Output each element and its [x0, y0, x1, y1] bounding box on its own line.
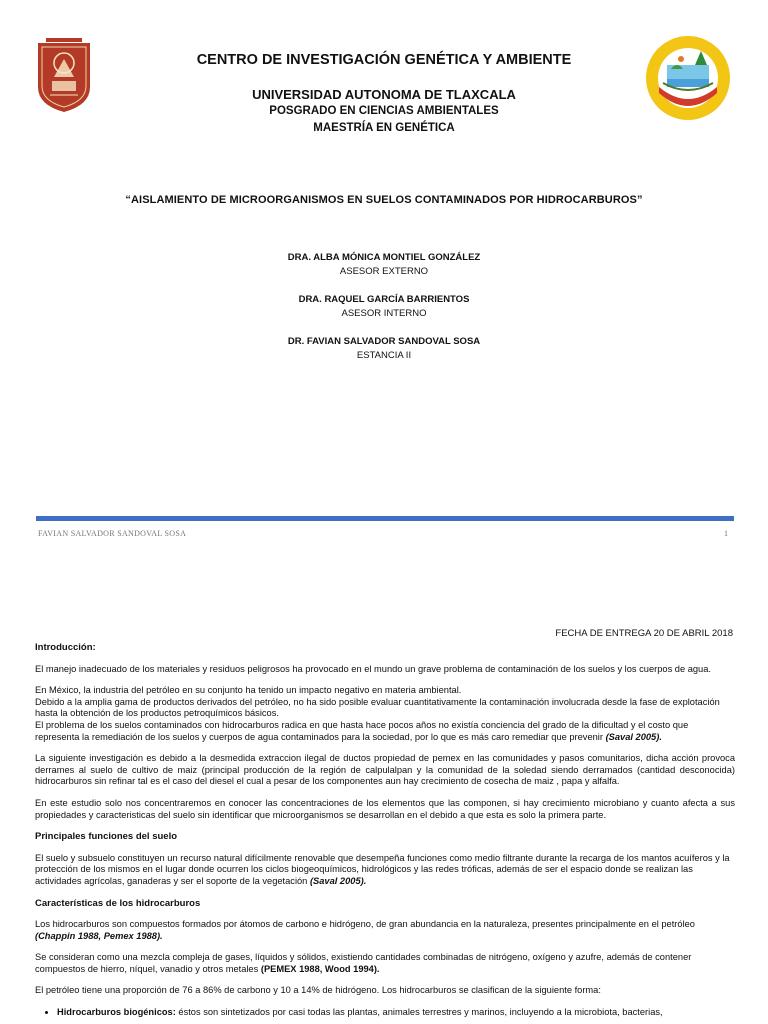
- citation-pemex: (PEMEX 1988, Wood 1994).: [260, 963, 380, 974]
- paragraph-5: El suelo y subsuelo constituyen un recurso natural difícilmente renovable que desempeña funciones como medio filtrante durante la recarga de los mantos acuíferos y la protección de los mismos en el lugar donde ocurren los ciclos biogeoquímicos, hidrológicos y las redes tróficas, además de ser el espacio donde se realizan las actividades agrícolas, ganaderas y ser el soporte de la vegetación: [35, 852, 730, 886]
- paragraph-2c: El problema de los suelos contaminados con hidrocarburos radica en que hasta hace pocos años no existía conciencia del grado de la dificultad y el costo que representa la remediación de los suelos y cuerpos de agua contaminados para la sociedad, por lo que es más caro remediar que prevenir: [35, 719, 689, 742]
- paragraph-3: La siguiente investigación es debido a la desmedida extraccion ilegal de ductos propiedad de pemex en las comunidades y pasos comunitarios, dicha acción provoca derrames al suelo de cultivo de maiz (principal producción de la región de calpulalpan y la comunidad de la soledad siendo derramados (cantidad desconocida) hidrocarburos sin refinar tal es el caso del diesel el cual a pesar de los componentes aun hay crecimiento de cosecha de maiz , papa y alfalfa.: [35, 753, 735, 787]
- advisor-internal-role: ASESOR INTERNO: [341, 308, 427, 319]
- advisor-external-name: DRA. ALBA MÓNICA MONTIEL GONZÁLEZ: [287, 252, 481, 263]
- bullet-label: Hidrocarburos biogénicos:: [57, 1007, 176, 1018]
- paragraph-2a: En México, la industria del petróleo en su conjunto ha tenido un impacto negativo en materia ambiental.: [35, 685, 462, 696]
- advisor-internal-name: DRA. RAQUEL GARCÍA BARRIENTOS: [298, 294, 470, 305]
- citation-chappin: (Chappin 1988, Pemex 1988).: [35, 930, 163, 941]
- advisor-external-role: ASESOR EXTERNO: [339, 266, 429, 277]
- classification-list: [35, 1007, 735, 1019]
- paragraph-4: En este estudio solo nos concentraremos en conocer las concentraciones de los elementos que las componen, si hay crecimiento microbiano y cuanto afecta a sus propiedades y caracteristicas del suelo sin identificar que microorganismos se desarrollan en el debido a que esta es solo la primera parte.: [35, 797, 735, 820]
- paragraph-8: El petróleo tiene una proporción de 76 a 86% de carbono y 10 a 14% de hidrógeno. Los hidrocarburos se clasifican de la siguiente forma:: [35, 985, 601, 996]
- heading-hydrocarbon-characteristics: Características de los hidrocarburos: [35, 897, 201, 909]
- thesis-title: “AISLAMIENTO DE MICROORGANISMOS EN SUELOS CONTAMINADOS POR HIDROCARBUROS”: [125, 194, 643, 206]
- university-name: UNIVERSIDAD AUTONOMA DE TLAXCALA: [252, 87, 516, 102]
- degree-name: MAESTRÍA EN GENÉTICA: [313, 122, 455, 134]
- footer-rule: [36, 516, 734, 521]
- student-name: DR. FAVIAN SALVADOR SANDOVAL SOSA: [287, 336, 481, 347]
- paragraph-1: El manejo inadecuado de los materiales y residuos peligrosos ha provocado en el mundo un grave problema de contaminación de los suelos y los cuerpos de agua.: [35, 663, 711, 674]
- intro-heading: Introducción:: [35, 642, 96, 653]
- page-number: 1: [724, 529, 728, 538]
- list-item: [57, 1007, 735, 1019]
- citation-saval-1: (Saval 2005).: [605, 731, 662, 742]
- program-name: POSGRADO EN CIENCIAS AMBIENTALES: [269, 105, 499, 117]
- citation-saval-2: (Saval 2005).: [309, 875, 367, 886]
- body-text: [35, 642, 735, 1019]
- delivery-date: FECHA DE ENTREGA 20 DE ABRIL 2018: [555, 628, 733, 639]
- center-title: CENTRO DE INVESTIGACIÓN GENÉTICA Y AMBIENTE: [196, 52, 572, 68]
- paragraph-6: Los hidrocarburos son compuestos formados por átomos de carbono e hidrógeno, de gran abundancia en la naturaleza, presentes principalmente en el petróleo: [35, 919, 695, 930]
- footer-author: FAVIAN SALVADOR SANDOVAL SOSA: [38, 529, 187, 538]
- student-role: ESTANCIA II: [356, 350, 412, 361]
- paragraph-7: Se consideran como una mezcla compleja de gases, líquidos y sólidos, existiendo cantidades combinadas de nitrógeno, oxígeno y azufre, además de contener compuestos de hierro, níquel, vanadio y otros metales: [35, 952, 692, 974]
- paragraph-2b: Debido a la amplia gama de productos derivados del petróleo, no ha sido posible evaluar cuantitativamente la contaminación involucrada desde la fase de explotación hasta la obtención de los productos petroquímicos básicos.: [35, 696, 720, 719]
- heading-soil-functions: Principales funciones del suelo: [35, 831, 178, 843]
- bullet-text: éstos son sintetizados por casi todas las plantas, animales terrestres y marinos, incluyendo a la microbiota, bacterias,: [178, 1007, 663, 1018]
